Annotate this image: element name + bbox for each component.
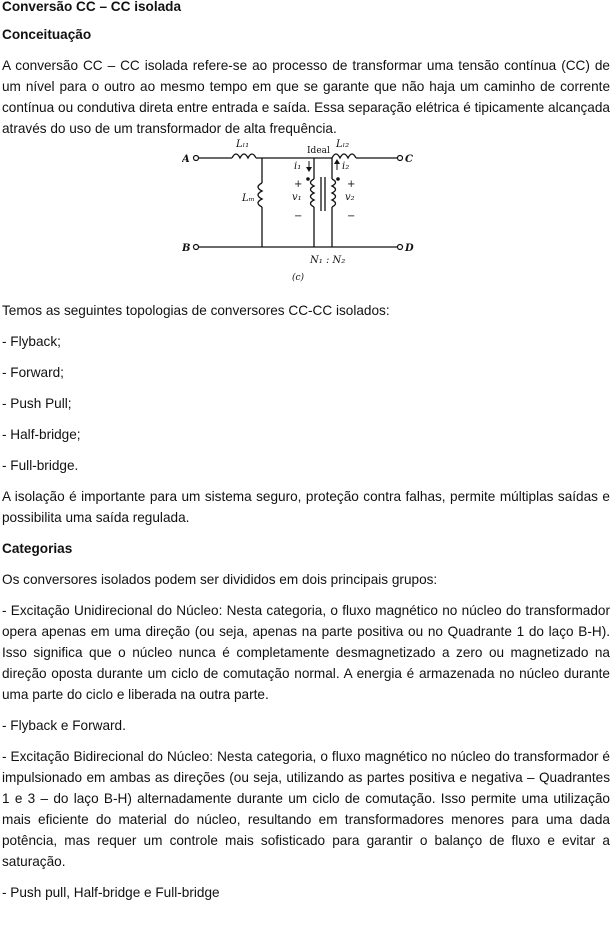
concept-paragraph: A conversão CC – CC isolada refere-se ao processo de transformar uma tensão contínua (CC) de um nível para o outro ao mesmo tempo em que se garante que não haja um caminho de corrente contínua ou condutiva direta entre entrada e saída. Essa separação elétrica é tipicamente alcançada através do uso de um transformador de alta frequência. (2, 58, 610, 136)
secondary-minus-sign: − (347, 211, 356, 222)
topologies-intro: Temos as seguintes topologias de conversores CC-CC isolados: (2, 303, 390, 318)
node-b-label: B (182, 243, 191, 254)
heading-conceituacao: Conceituação (2, 27, 92, 42)
document-title: Conversão CC – CC isolada (2, 0, 182, 14)
topology-item: - Flyback; (2, 334, 61, 349)
node-c-label: C (405, 154, 413, 165)
ideal-label: Ideal (307, 146, 330, 156)
magnetizing-inductance-label: Lₘ (242, 193, 255, 204)
isolation-paragraph: A isolação é importante para um sistema seguro, proteção contra falhas, permite múltiplas saídas e possibilita uma saída regulada. (2, 489, 610, 525)
categories-intro: Os conversores isolados podem ser divididos em dois principais grupos: (2, 572, 438, 587)
transformer-model-figure (2, 139, 612, 289)
topology-list (2, 331, 610, 476)
topology-item: - Push Pull; (2, 396, 72, 411)
transformer-circuit-diagram (182, 139, 422, 289)
current-i2-label: i₂ (342, 161, 350, 172)
primary-minus-sign: − (294, 211, 303, 222)
heading-categorias: Categorias (2, 541, 73, 556)
leakage-inductance-1-label: Lₗ₁ (236, 139, 250, 150)
topology-item: - Half-bridge; (2, 427, 81, 442)
current-i1-label: i₁ (294, 161, 302, 172)
primary-plus-sign: + (294, 179, 303, 190)
bidirectional-paragraph: - Excitação Bidirecional do Núcleo: Nesta categoria, o fluxo magnético no núcleo do transformador é impulsionado em ambas as direções (ou seja, utilizando as partes positiva e negativa – Quadrantes 1 e 3 – do laço B-H) alternadamente durante um ciclo de comutação. Isso permite uma utilização mais eficiente do material do núcleo, resultando em transformadores menores para uma dada potência, mas requer um controle mais sofisticado para garantir o balanço de fluxo e evitar a saturação. (2, 749, 610, 869)
topology-item: - Forward; (2, 365, 64, 380)
secondary-plus-sign: + (347, 179, 356, 190)
leakage-inductance-2-label: Lₗ₂ (336, 139, 350, 150)
turns-ratio-label: N₁ : N₂ (310, 255, 346, 266)
voltage-v1-label: v₁ (292, 192, 302, 203)
unidirectional-paragraph: - Excitação Unidirecional do Núcleo: Nesta categoria, o fluxo magnético no núcleo do transformador opera apenas em uma direção (ou seja, apenas na parte positiva ou no Quadrante 1 do laço B-H). Isso significa que o núcleo nunca é completamente desmagnetizado a zero ou magnetizado na direção oposta durante um ciclo de comutação normal. A energia é armazenada no núcleo durante uma parte do ciclo e liberada na outra parte. (2, 603, 610, 702)
unidirectional-examples: - Flyback e Forward. (2, 718, 126, 733)
node-a-label: A (182, 154, 190, 165)
voltage-v2-label: v₂ (345, 192, 355, 203)
bidirectional-examples: - Push pull, Half-bridge e Full-bridge (2, 885, 220, 900)
node-d-label: D (405, 243, 414, 254)
figure-caption: (c) (292, 273, 305, 283)
topology-item: - Full-bridge. (2, 458, 79, 473)
